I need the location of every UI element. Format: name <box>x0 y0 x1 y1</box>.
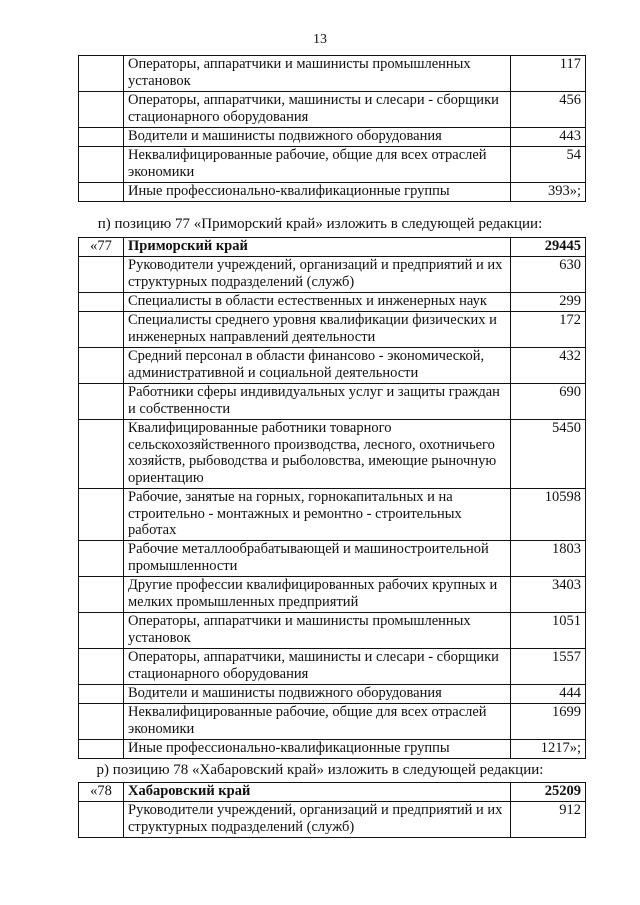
table-row <box>79 541 586 577</box>
code-cell <box>79 489 124 541</box>
table-row <box>79 92 586 128</box>
table-row <box>79 685 586 704</box>
occupation-name: Специалисты среднего уровня квалификации физических и инженерных направлений деятельности <box>124 312 511 348</box>
code-cell <box>79 802 124 838</box>
occupation-name: Специалисты в области естественных и инженерных наук <box>124 293 511 312</box>
code-cell <box>79 704 124 740</box>
occupation-value: 3403 <box>511 577 586 613</box>
occupation-value: 456 <box>511 92 586 128</box>
code-cell <box>79 384 124 420</box>
occupation-value: 117 <box>511 56 586 92</box>
occupation-value: 444 <box>511 685 586 704</box>
region-header-row <box>79 238 586 257</box>
occupation-name: Водители и машинисты подвижного оборудования <box>124 685 511 704</box>
table-row <box>79 740 586 759</box>
table-row <box>79 384 586 420</box>
occupation-name: Руководители учреждений, организаций и предприятий и их структурных подразделений (служб) <box>124 257 511 293</box>
occupation-name: Операторы, аппаратчики и машинисты промышленных установок <box>124 56 511 92</box>
table-row <box>79 348 586 384</box>
code-cell <box>79 92 124 128</box>
code-cell <box>79 685 124 704</box>
occupation-value: 1803 <box>511 541 586 577</box>
occupation-name: Неквалифицированные рабочие, общие для всех отраслей экономики <box>124 147 511 183</box>
code-cell <box>79 649 124 685</box>
table-continuation <box>78 55 586 202</box>
table-row <box>79 704 586 740</box>
occupation-name: Рабочие металлообрабатывающей и машиностроительной промышленности <box>124 541 511 577</box>
page-number: 13 <box>313 32 327 47</box>
occupation-value: 1699 <box>511 704 586 740</box>
table-row <box>79 649 586 685</box>
region-name: Приморский край <box>124 238 511 257</box>
region-name: Хабаровский край <box>124 783 511 802</box>
table-region-77 <box>78 237 586 759</box>
occupation-name: Квалифицированные работники товарного сельскохозяйственного производства, лесного, охотничьего хозяйств, рыбоводства и рыболовства, имеющие рыночную ориентацию <box>124 420 511 489</box>
table-row <box>79 293 586 312</box>
occupation-value: 690 <box>511 384 586 420</box>
table-row <box>79 147 586 183</box>
code-cell <box>79 293 124 312</box>
occupation-value: 630 <box>511 257 586 293</box>
code-cell <box>79 56 124 92</box>
occupation-value: 5450 <box>511 420 586 489</box>
table-region-78 <box>78 782 586 838</box>
occupation-name: Операторы, аппаратчики и машинисты промышленных установок <box>124 613 511 649</box>
code-cell <box>79 613 124 649</box>
occupation-name: Руководители учреждений, организаций и предприятий и их структурных подразделений (служб) <box>124 802 511 838</box>
occupation-name: Водители и машинисты подвижного оборудования <box>124 128 511 147</box>
occupation-value: 1051 <box>511 613 586 649</box>
region-total: 29445 <box>511 238 586 257</box>
region-code: «77 <box>79 238 124 257</box>
code-cell <box>79 128 124 147</box>
occupation-value: 54 <box>511 147 586 183</box>
occupation-name: Иные профессионально-квалификационные группы <box>124 183 511 202</box>
table-row <box>79 183 586 202</box>
occupation-value: 912 <box>511 802 586 838</box>
code-cell <box>79 577 124 613</box>
occupation-name: Операторы, аппаратчики, машинисты и слесари - сборщики стационарного оборудования <box>124 649 511 685</box>
table-row <box>79 312 586 348</box>
amendment-paragraph: п) позицию 77 «Приморский край» изложить в следующей редакции: <box>97 216 543 232</box>
occupation-value: 1557 <box>511 649 586 685</box>
code-cell <box>79 348 124 384</box>
region-total: 25209 <box>511 783 586 802</box>
table-row <box>79 613 586 649</box>
code-cell <box>79 312 124 348</box>
occupation-name: Иные профессионально-квалификационные группы <box>124 740 511 759</box>
occupation-value: 393»; <box>511 183 586 202</box>
occupation-value: 443 <box>511 128 586 147</box>
region-header-row <box>79 783 586 802</box>
code-cell <box>79 147 124 183</box>
occupation-value: 432 <box>511 348 586 384</box>
occupation-name: Другие профессии квалифицированных рабочих крупных и мелких промышленных предприятий <box>124 577 511 613</box>
code-cell <box>79 257 124 293</box>
occupation-name: Операторы, аппаратчики, машинисты и слесари - сборщики стационарного оборудования <box>124 92 511 128</box>
table-row <box>79 56 586 92</box>
occupation-value: 299 <box>511 293 586 312</box>
table-row <box>79 420 586 489</box>
occupation-value: 10598 <box>511 489 586 541</box>
occupation-name: Работники сферы индивидуальных услуг и защиты граждан и собственности <box>124 384 511 420</box>
table-row <box>79 257 586 293</box>
occupation-value: 172 <box>511 312 586 348</box>
table-row <box>79 802 586 838</box>
table-row <box>79 489 586 541</box>
table-row <box>79 577 586 613</box>
amendment-paragraph: р) позицию 78 «Хабаровский край» изложить в следующей редакции: <box>96 762 544 778</box>
occupation-name: Неквалифицированные рабочие, общие для всех отраслей экономики <box>124 704 511 740</box>
code-cell <box>79 420 124 489</box>
code-cell <box>79 541 124 577</box>
occupation-name: Средний персонал в области финансово - экономической, административной и социальной деятельности <box>124 348 511 384</box>
table-row <box>79 128 586 147</box>
region-code: «78 <box>79 783 124 802</box>
occupation-name: Рабочие, занятые на горных, горнокапитальных и на строительно - монтажных и ремонтно - строительных работах <box>124 489 511 541</box>
occupation-value: 1217»; <box>511 740 586 759</box>
code-cell <box>79 183 124 202</box>
code-cell <box>79 740 124 759</box>
